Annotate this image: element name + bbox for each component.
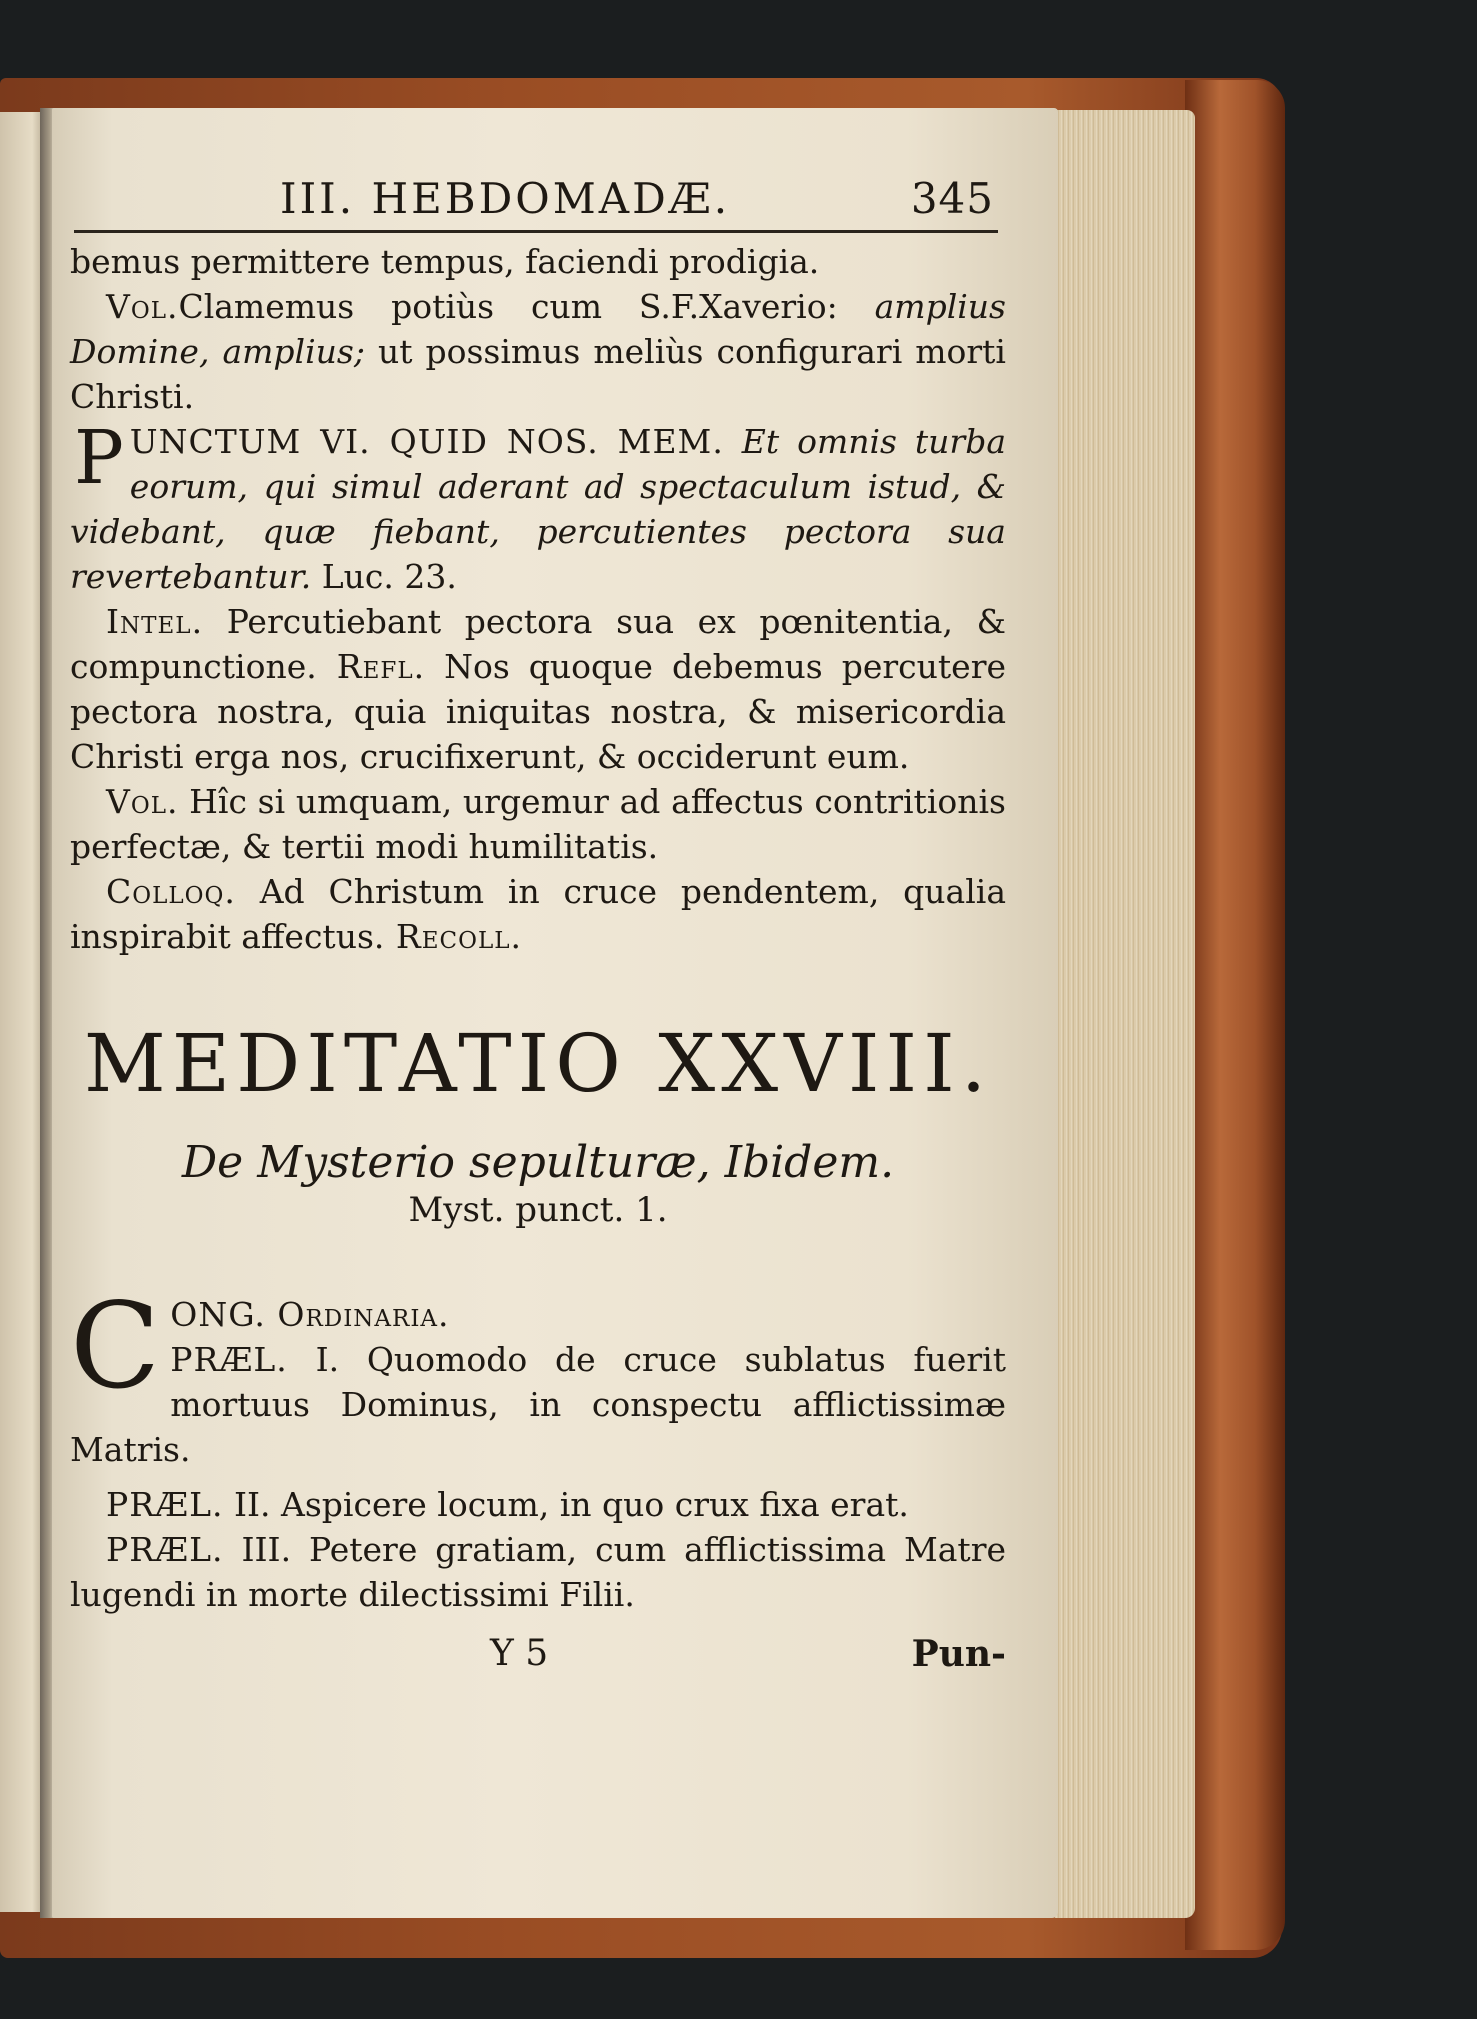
punctum-initial: P [74,415,124,501]
colloq-text: Ad Christum in cruce pendentem, qualia inspirabit affectus. [70,872,1006,956]
page-footer [70,1633,1006,1683]
paragraph-intel [70,599,1006,779]
paragraph-prael-3 [70,1527,1006,1617]
page-fore-edge [1055,110,1195,1918]
prael1-label: PRÆL. [170,1340,288,1379]
vol2-text: Hîc si umquam, urgemur ad affectus contritionis perfectæ, & tertii modi humilitatis. [70,782,1006,866]
paragraph-vol [70,284,1006,419]
catchword: Pun- [911,1633,1006,1675]
meditatio-reference: Myst. punct. 1. [408,1190,668,1230]
prael1-text: I. Quomodo de cruce sublatus fuerit mortuus Dominus, in conspectu afflictissimæ Matris. [70,1340,1006,1469]
paragraph-colloq [70,869,1006,959]
refl-label: Refl. [316,647,426,686]
vol-text-a: Clamemus potiùs cum S.F.Xaverio: [178,287,875,326]
punctum-quote: Et omnis turba eorum, qui simul aderant ad spectaculum istud, & videbant, quæ fiebant, percutientes pectora sua revertebantur. [70,422,1007,596]
book-spine-edge [1185,80,1285,1950]
vol-quote: amplius Domine, amplius; [70,287,1006,371]
signature-mark: Y 5 [490,1633,549,1674]
header-rule [74,230,998,233]
page-header [70,170,1006,230]
prael2-text: II. Aspicere locum, in quo crux fixa erat. [223,1485,909,1524]
running-title: III. HEBDOMADÆ. [280,174,731,223]
punctum-heading: UNCTUM VI. QUID NOS. MEM. [129,422,724,461]
refl-text: Nos quoque debemus percutere pectora nostra, quia iniquitas nostra, & misericordia Christi erga nos, crucifixerunt, & occiderunt eum. [70,647,1006,776]
punctum-vi [70,415,1007,599]
intel-label: Intel. [106,602,204,641]
vol-label: Vol. [106,287,179,326]
meditatio-subtitle: De Mysterio sepulturæ, Ibidem. [181,1137,895,1188]
spacer [70,1472,1006,1482]
paragraph-continuation: bemus permittere tempus, faciendi prodigia. [70,242,820,281]
page-number: 345 [910,174,994,223]
paragraph-cong [70,1277,1006,1472]
colloq-label: Colloq. [106,872,236,911]
vol-text-b: ut possimus meliùs configurari morti Christi. [70,332,1006,416]
page-text [70,170,1006,1683]
prael2-label: PRÆL. [106,1485,224,1524]
cong-initial: C [70,1277,161,1415]
vol2-label: Vol. [106,782,179,821]
recoll-label: Recoll. [384,917,522,956]
cong-text: ONG. Ordinaria. [170,1295,450,1334]
prael3-label: PRÆL. [106,1530,224,1569]
meditatio-title: MEDITATIO XXVIII. [83,1017,993,1110]
paragraph-vol-2 [70,779,1006,869]
intel-text: Percutiebant pectora sua ex pœnitentia, & compunctione. [70,602,1006,686]
punctum-reference: Luc. 23. [311,557,457,596]
prael3-text: III. Petere gratiam, cum afflictissima Matre lugendi in morte dilectissimi Filii. [70,1530,1006,1614]
paragraph-prael-2 [70,1482,1006,1527]
